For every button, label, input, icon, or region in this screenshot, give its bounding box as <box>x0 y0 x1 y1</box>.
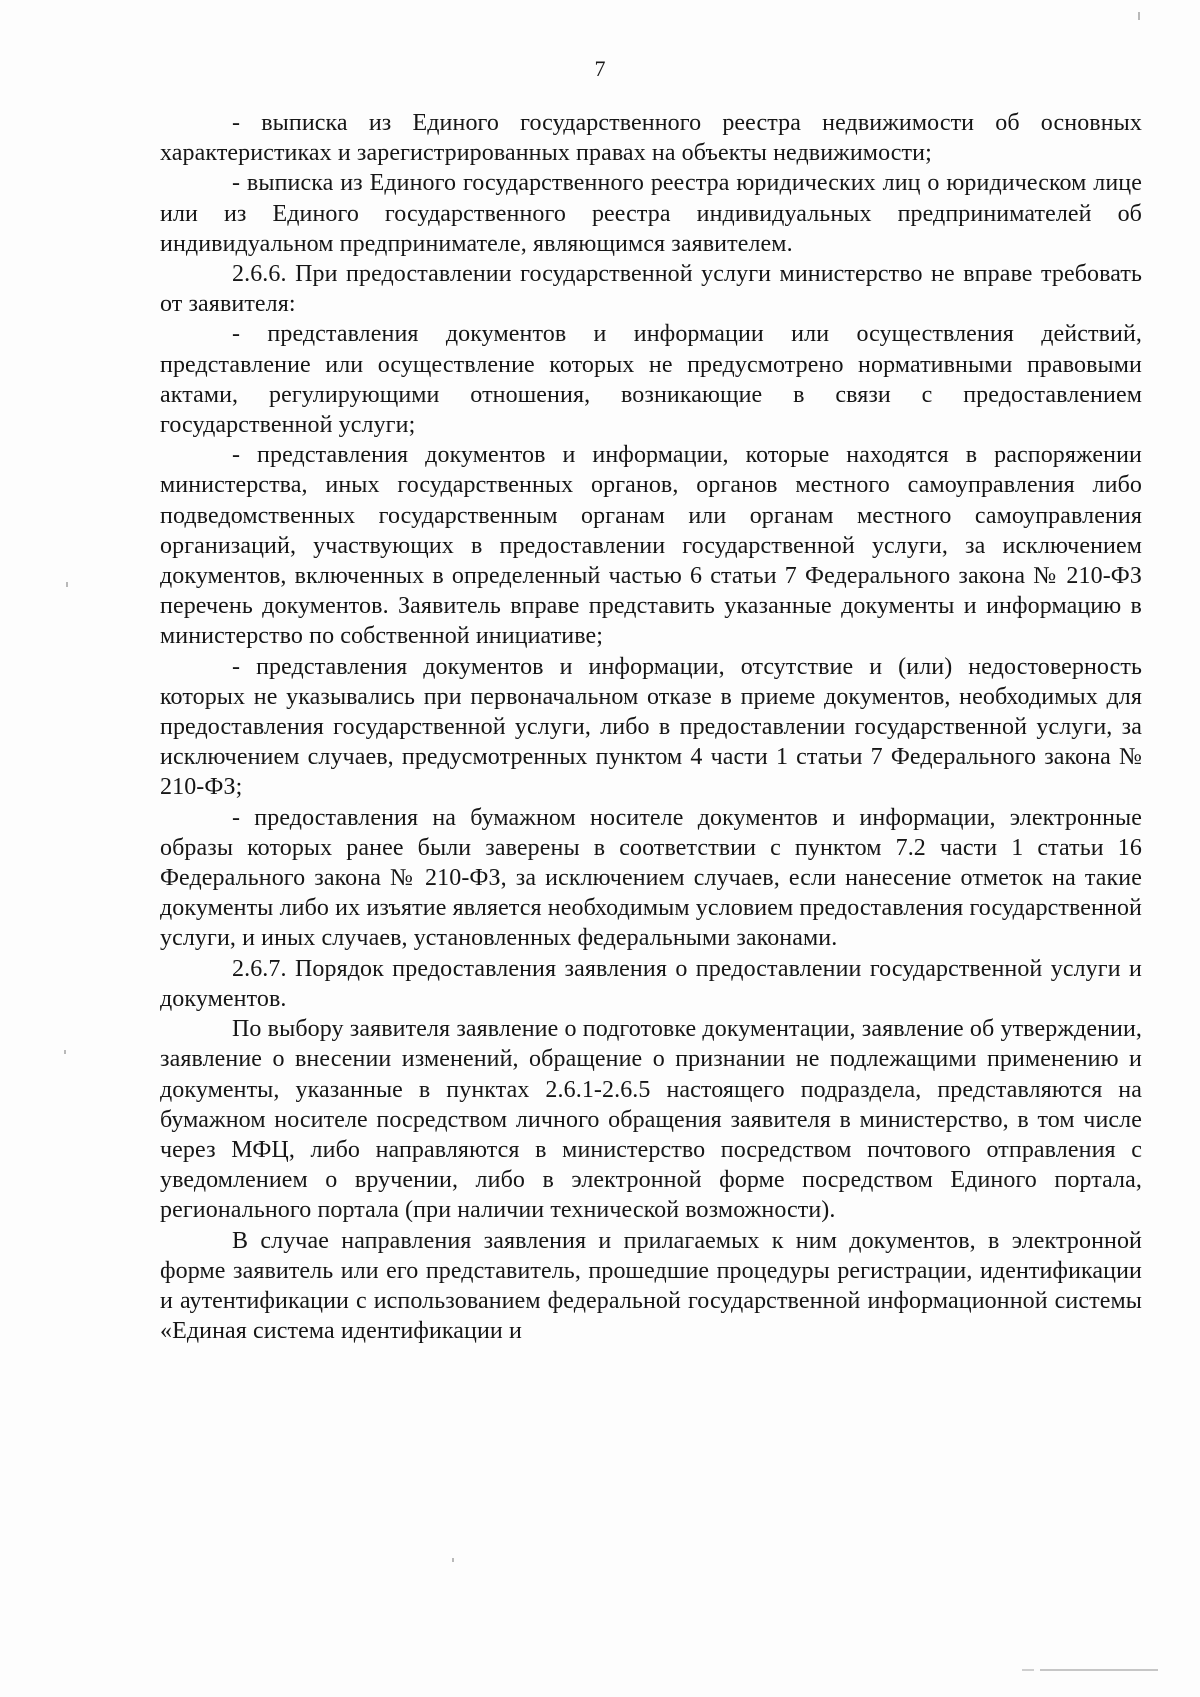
paragraph-submission-options: По выбору заявителя заявление о подготовке документации, заявление об утверждении, заявление о внесении изменений, обращение о признании не подлежащими применению и документы, указанные в пунктах 2.6.1-2.6.5 настоящего подраздела, представляются на бумажном носителе посредством личного обращения заявителя в министерство, в том числе через МФЦ, либо направляются в министерство посредством почтового отправления с уведомлением о вручении, либо в электронной форме посредством Единого портала, регионального портала (при наличии технической возможности). <box>160 1016 1142 1224</box>
scan-speck <box>64 1050 66 1054</box>
scan-speck <box>66 582 68 587</box>
paragraph-extract-legal-entities: - выписка из Единого государственного реестра юридических лиц о юридическом лице или из Единого государственного реестра индивидуальных предпринимателей об индивидуальном предпринимателе, являющимся заявителем. <box>160 170 1142 257</box>
paragraph-requirement-2: - представления документов и информации, которые находятся в распоряжении министерства, иных государственных органов, органов местного самоуправления либо подведомственных государственным органам или органам местного самоуправления организаций, участвующих в предоставлении государственной услуги, за исключением документов, включенных в определенный частью 6 статьи 7 Федерального закона № 210-ФЗ перечень документов. Заявитель вправе представить указанные документы и информацию в министерство по собственной инициативе; <box>160 442 1142 650</box>
paragraph-requirement-4: - предоставления на бумажном носителе документов и информации, электронные образы которых ранее были заверены в соответствии с пунктом 7.2 части 1 статьи 16 Федерального закона № 210-ФЗ, за исключением случаев, если нанесение отметок на такие документы либо их изъятие является необходимым условием предоставления государственной услуги, и иных случаев, установленных федеральными законами. <box>160 804 1142 952</box>
paragraph-electronic-submission: В случае направления заявления и прилагаемых к ним документов, в электронной форме заявитель или его представитель, прошедшие процедуры регистрации, идентификации и аутентификации с использованием федеральной государственной информационной системы «Единая система идентификации и <box>160 1227 1142 1345</box>
scan-line-fragment <box>1022 1669 1034 1671</box>
paragraph-requirement-1: - представления документов и информации или осуществления действий, представление или осуществление которых не предусмотрено нормативными правовыми актами, регулирующими отношения, возникающие в связи с предоставлением государственной услуги; <box>160 321 1142 439</box>
paragraph-section-2-6-6: 2.6.6. При предоставлении государственной услуги министерство не вправе требовать от заявителя: <box>160 261 1142 318</box>
paragraph-section-2-6-7: 2.6.7. Порядок предоставления заявления о предоставлении государственной услуги и документов. <box>160 955 1142 1012</box>
document-body <box>160 108 1142 1346</box>
paragraph-requirement-3: - представления документов и информации, отсутствие и (или) недостоверность которых не указывались при первоначальном отказе в приеме документов, необходимых для предоставления государственной услуги, либо в предоставлении государственной услуги, за исключением случаев, предусмотренных пунктом 4 части 1 статьи 7 Федерального закона № 210-ФЗ; <box>160 653 1142 801</box>
paragraph-extract-realty: - выписка из Единого государственного реестра недвижимости об основных характеристиках и зарегистрированных правах на объекты недвижимости; <box>160 110 1142 167</box>
scan-speck <box>452 1558 454 1562</box>
scan-speck <box>1138 12 1140 20</box>
page-number: 7 <box>594 56 606 81</box>
scan-line-fragment <box>1040 1669 1158 1671</box>
